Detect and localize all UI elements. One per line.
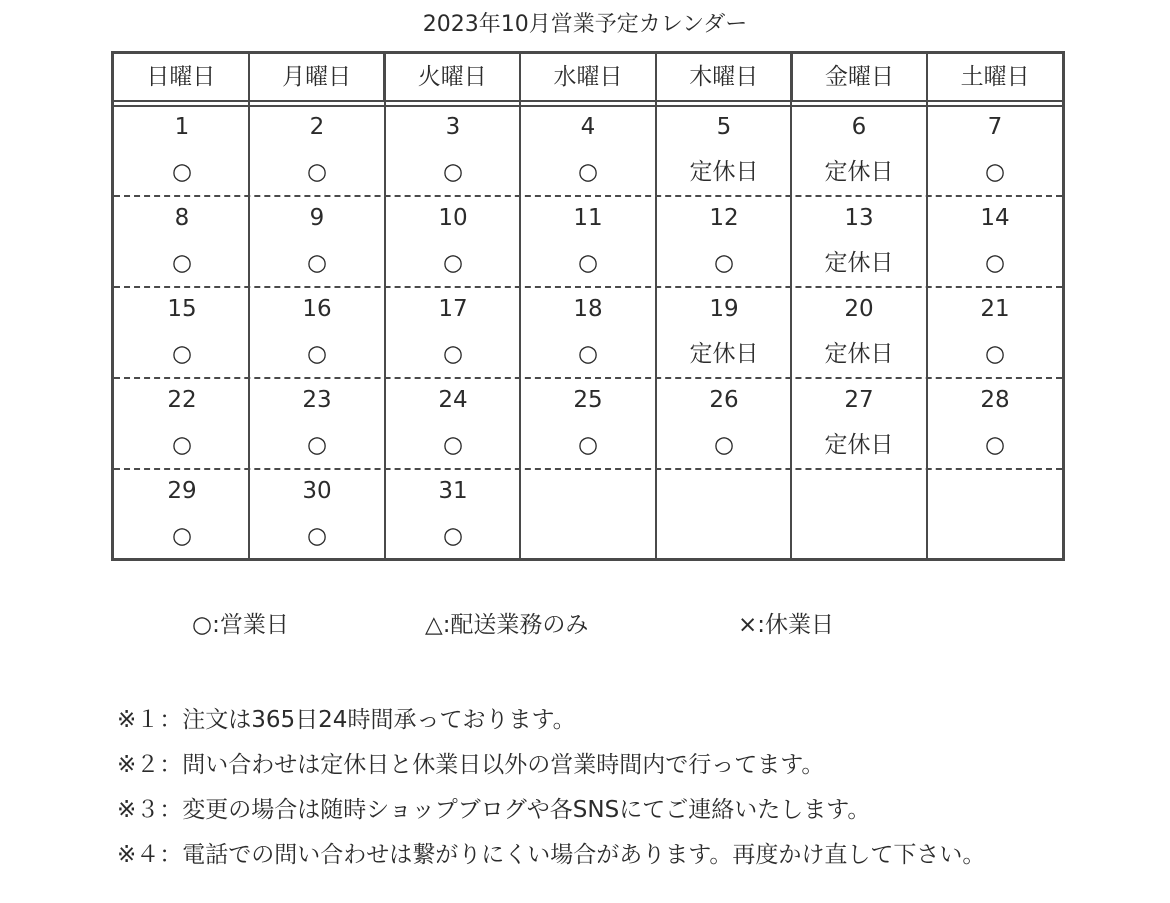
day-status: ○ [442, 341, 464, 367]
day-cell [385, 287, 521, 378]
day-status: ○ [306, 432, 328, 458]
day-status: ○ [984, 432, 1006, 458]
day-cell [385, 105, 521, 196]
day-number: 7 [987, 114, 1003, 140]
weekday-thursday: 木曜日 [655, 54, 791, 100]
day-cell [791, 469, 927, 560]
day-number: 24 [438, 387, 468, 413]
day-cell [114, 469, 250, 560]
day-status: 定休日 [824, 159, 894, 185]
day-number: 25 [573, 387, 603, 413]
day-status: ○ [577, 432, 599, 458]
day-cell [927, 105, 1063, 196]
day-status: ○ [984, 159, 1006, 185]
day-status: ○ [442, 250, 464, 276]
day-number: 6 [851, 114, 867, 140]
note-2: ※２：問い合わせは定休日と休業日以外の営業時間内で行ってます。 [117, 752, 825, 778]
day-cell [249, 378, 385, 469]
day-status: ○ [577, 341, 599, 367]
day-number: 18 [573, 296, 603, 322]
day-number: 10 [438, 205, 468, 231]
day-number: 30 [302, 478, 332, 504]
day-cell [927, 287, 1063, 378]
day-status: ○ [577, 250, 599, 276]
day-number: 29 [167, 478, 197, 504]
day-cell [249, 287, 385, 378]
day-cell [656, 287, 792, 378]
calendar-table [111, 51, 1065, 561]
day-number: 26 [709, 387, 739, 413]
note-3: ※３：変更の場合は随時ショップブログや各SNSにてご連絡いたします。 [117, 797, 871, 823]
day-status: ○ [306, 341, 328, 367]
day-number: 11 [573, 205, 603, 231]
day-status: ○ [984, 341, 1006, 367]
day-status: ○ [171, 523, 193, 549]
day-cell [520, 378, 656, 469]
day-status: ○ [442, 432, 464, 458]
day-cell [656, 378, 792, 469]
legend-business-day: ○:営業日 [192, 612, 289, 638]
day-cell [520, 287, 656, 378]
day-cell [927, 469, 1063, 560]
day-cell [656, 105, 792, 196]
day-status: ○ [171, 432, 193, 458]
day-number: 19 [709, 296, 739, 322]
day-status: 定休日 [689, 341, 759, 367]
weekday-wednesday: 水曜日 [519, 54, 655, 100]
calendar-title: 2023年10月営業予定カレンダー [422, 12, 748, 37]
day-status: ○ [171, 250, 193, 276]
day-status: ○ [171, 159, 193, 185]
day-number: 12 [709, 205, 739, 231]
day-cell [249, 196, 385, 287]
day-status: ○ [442, 159, 464, 185]
day-status: ○ [306, 523, 328, 549]
weekday-sunday: 日曜日 [146, 64, 216, 90]
day-number: 15 [167, 296, 197, 322]
day-cell [385, 469, 521, 560]
day-cell [249, 105, 385, 196]
legend-holiday: ×:休業日 [738, 612, 835, 638]
day-number: 17 [438, 296, 468, 322]
day-cell [114, 105, 250, 196]
day-number: 2 [309, 114, 325, 140]
day-status: 定休日 [824, 341, 894, 367]
day-number: 8 [174, 205, 190, 231]
day-cell [114, 196, 250, 287]
day-number: 22 [167, 387, 197, 413]
day-cell [385, 196, 521, 287]
weekday-header-row [114, 54, 1062, 100]
weekday-friday: 金曜日 [791, 54, 927, 100]
day-status: ○ [713, 250, 735, 276]
day-status: ○ [171, 341, 193, 367]
note-1: ※１：注文は365日24時間承っております。 [117, 707, 576, 733]
day-status: ○ [306, 250, 328, 276]
day-cell [520, 105, 656, 196]
day-status: ○ [442, 523, 464, 549]
weekday-monday: 月曜日 [248, 54, 384, 100]
day-number: 16 [302, 296, 332, 322]
day-number: 21 [980, 296, 1010, 322]
day-cell [656, 196, 792, 287]
day-cell [656, 469, 792, 560]
day-number: 1 [174, 114, 190, 140]
day-cell [927, 378, 1063, 469]
weekday-saturday: 土曜日 [926, 54, 1062, 100]
day-number: 20 [844, 296, 874, 322]
day-cell [520, 469, 656, 560]
day-status: 定休日 [824, 250, 894, 276]
note-4: ※４：電話での問い合わせは繋がりにくい場合があります。再度かけ直して下さい。 [117, 842, 986, 868]
day-cell [114, 378, 250, 469]
day-status: 定休日 [824, 432, 894, 458]
day-number: 4 [580, 114, 596, 140]
day-cell [385, 378, 521, 469]
day-number: 14 [980, 205, 1010, 231]
day-status: ○ [577, 159, 599, 185]
day-status: 定休日 [689, 159, 759, 185]
day-number: 28 [980, 387, 1010, 413]
legend-delivery-only: △:配送業務のみ [425, 612, 589, 638]
day-cell [520, 196, 656, 287]
day-cell [114, 287, 250, 378]
day-status: ○ [306, 159, 328, 185]
day-cell [791, 105, 927, 196]
day-cell [791, 287, 927, 378]
day-number: 9 [309, 205, 325, 231]
day-cell [249, 469, 385, 560]
weekday-tuesday: 火曜日 [383, 54, 519, 100]
day-number: 5 [716, 114, 732, 140]
day-cell [791, 196, 927, 287]
day-cell [927, 196, 1063, 287]
day-number: 31 [438, 478, 468, 504]
day-cell [791, 378, 927, 469]
day-number: 23 [302, 387, 332, 413]
day-status: ○ [984, 250, 1006, 276]
day-number: 3 [445, 114, 461, 140]
day-number: 13 [844, 205, 874, 231]
day-status: ○ [713, 432, 735, 458]
day-number: 27 [844, 387, 874, 413]
